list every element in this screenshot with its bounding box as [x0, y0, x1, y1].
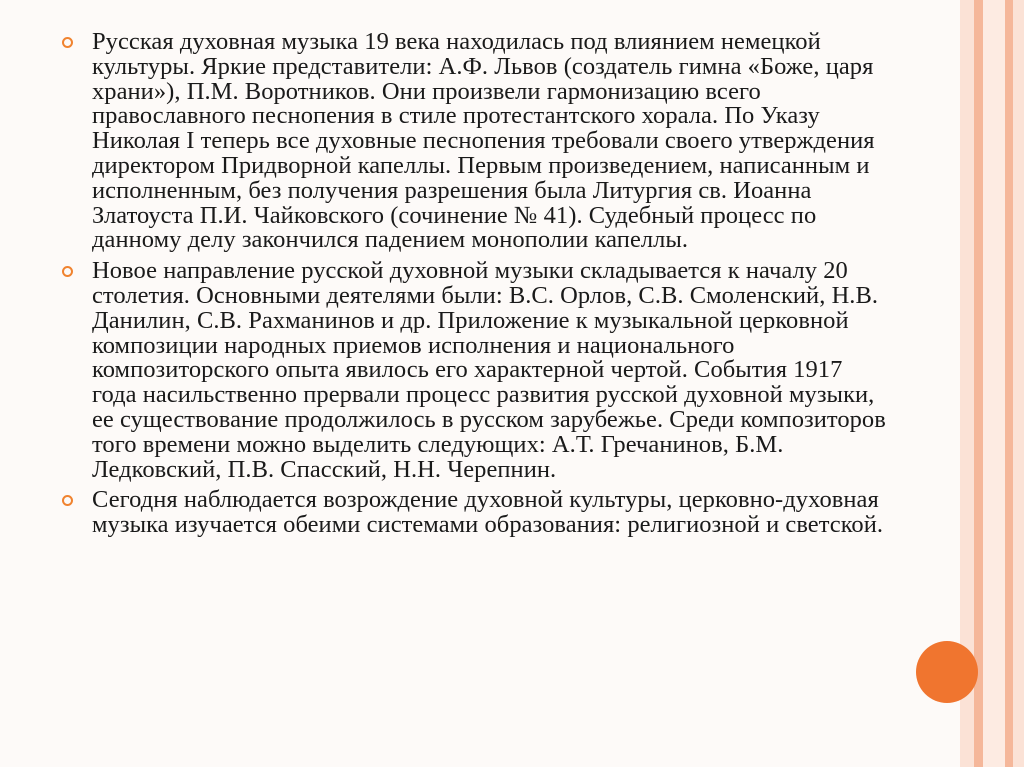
- circle-bullet-icon: [62, 266, 73, 277]
- circle-bullet-icon: [62, 495, 73, 506]
- bullet-text: Русская духовная музыка 19 века находилась под влиянием немецкой культуры. Яркие представители: А.Ф. Львов (создатель гимна «Боже, царя храни»), П.М. Воротников. Они произвели гармонизацию всего православного песнопения в стиле протестантского хорала. По Указу Николая I теперь все духовные песнопения требовали своего утверждения директором Придворной капеллы. Первым произведением, написанным и исполненным, без получения разрешения была Литургия св. Иоанна Златоуста П.И. Чайковского (сочинение № 41). Судебный процесс по данному делу закончился падением монополии капеллы.: [92, 28, 875, 254]
- bullet-item: [62, 30, 892, 253]
- stripe: [983, 0, 1005, 767]
- bullet-item: [62, 259, 892, 482]
- circle-bullet-icon: [62, 37, 73, 48]
- stripe: [974, 0, 983, 767]
- stripe: [1005, 0, 1013, 767]
- stripe: [1013, 0, 1024, 767]
- bullet-list: [62, 30, 892, 544]
- bullet-text: Новое направление русской духовной музыки складывается к началу 20 столетия. Основными деятелями были: В.С. Орлов, С.В. Смоленский, Н.В. Данилин, С.В. Рахманинов и др. Приложение к музыкальной церковной композиции народных приемов исполнения и национального композиторского опыта явилось его характерной чертой. События 1917 года насильственно прервали процесс развития русской духовной музыки, ее существование продолжилось в русском зарубежье. Среди композиторов того времени можно выделить следующих: А.Т. Гречанинов, Б.М. Ледковский, П.В. Спасский, Н.Н. Черепнин.: [92, 257, 886, 483]
- bullet-item: [62, 488, 892, 538]
- bullet-text: Сегодня наблюдается возрождение духовной культуры, церковно-духовная музыка изучается обеими системами образования: религиозной и светской.: [92, 486, 884, 539]
- orange-circle-decoration: [916, 641, 978, 703]
